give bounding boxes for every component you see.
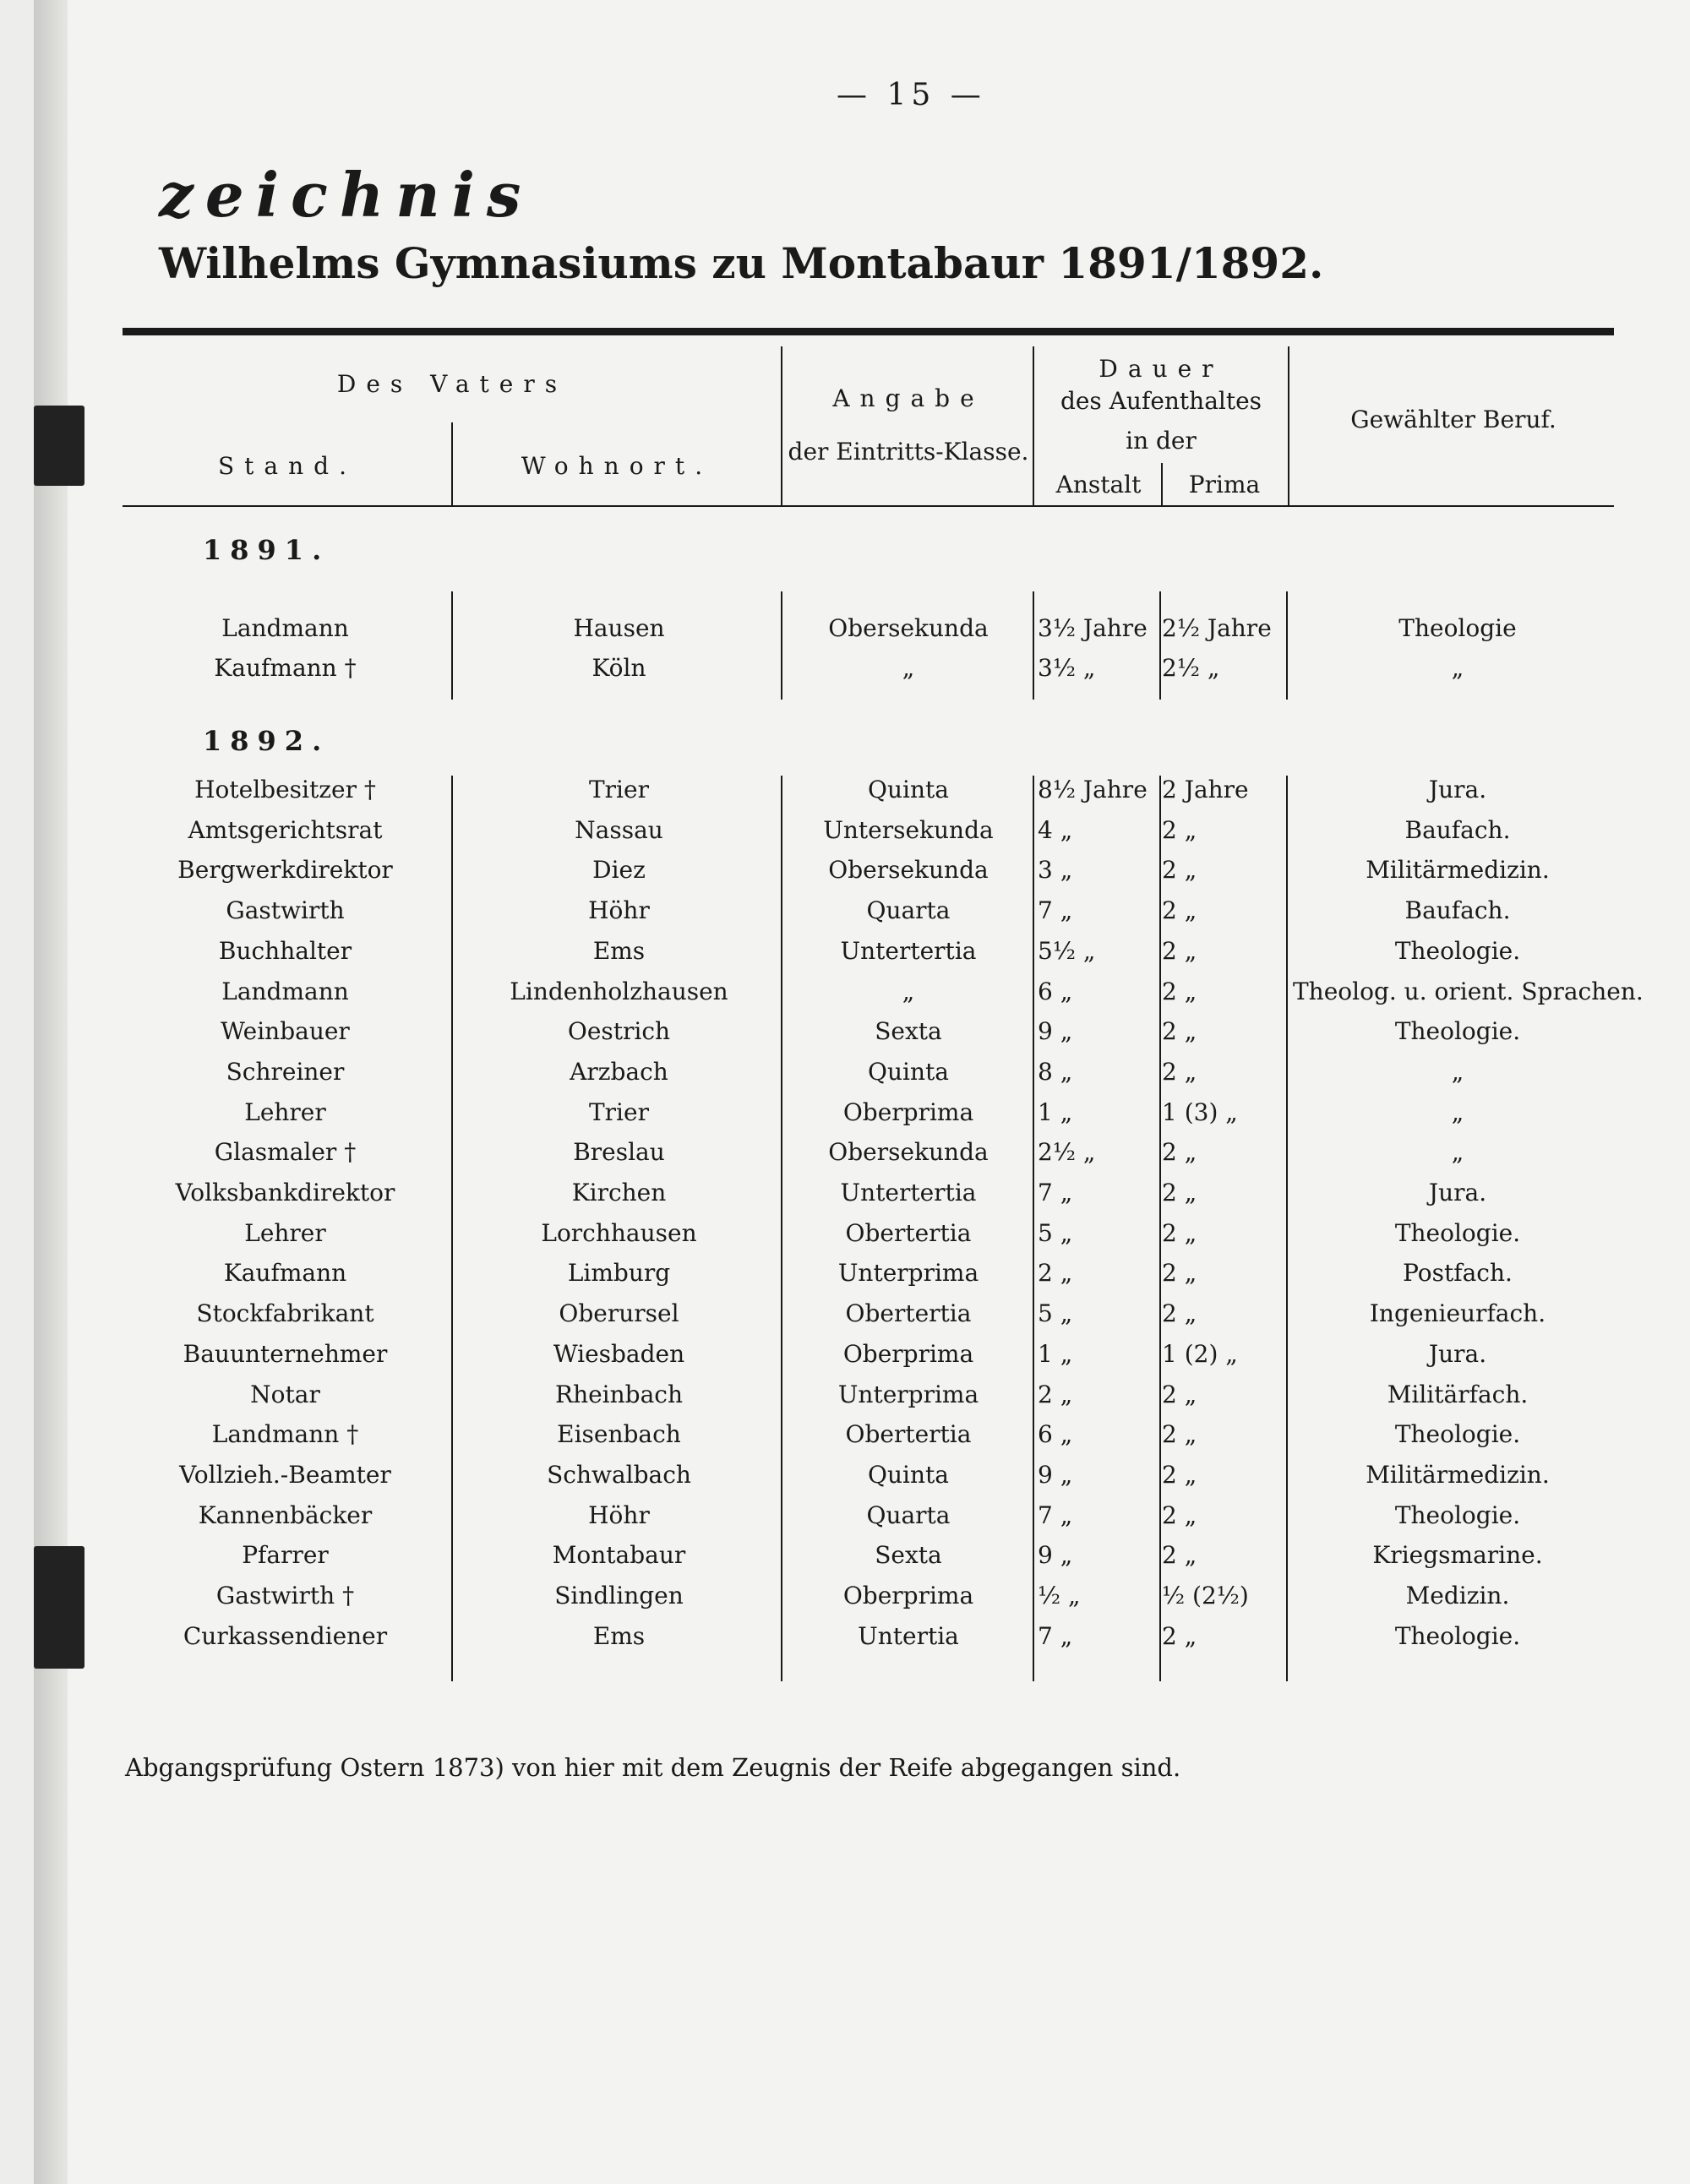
table-cell-klasse: Sexta [875,1541,942,1570]
page-number: — 15 — [837,78,986,112]
table-cell-beruf: „ [1451,1097,1464,1126]
table-cell-anstalt: 8½ Jahre [1038,776,1148,803]
table-cell-klasse: „ [902,654,915,682]
header-eintritt: der Eintritts-Klasse. [788,438,1029,466]
table-cell-beruf: Militärmedizin. [1366,1460,1550,1489]
table-cell-wohnort: Montabaur [552,1541,686,1570]
table-cell-wohnort: Ems [592,936,646,965]
table-cell-anstalt: 2 „ [1038,1380,1073,1408]
header-in-der: in der [1126,427,1197,455]
table-cell-klasse: „ [902,977,915,1005]
table-cell-anstalt: 1 „ [1038,1339,1073,1368]
table-cell-klasse: Oberprima [842,1339,974,1368]
table-cell-klasse: Untertia [858,1621,959,1650]
header-beruf: Gewählter Beruf. [1350,406,1556,433]
column-divider [1033,591,1034,700]
table-cell-klasse: Untertertia [840,1179,977,1206]
table-cell-stand: Gastwirth [226,896,345,925]
table-cell-anstalt: 1 „ [1038,1097,1073,1126]
table-cell-wohnort: Rheinbach [554,1380,683,1408]
table-cell-wohnort: Diez [592,856,646,885]
table-cell-anstalt: 7 „ [1038,1621,1073,1650]
table-cell-klasse: Unterprima [837,1380,979,1408]
table-cell-stand: Landmann † [211,1420,359,1449]
table-cell-prima: 2 „ [1162,896,1197,925]
table-cell-wohnort: Limburg [567,1259,671,1288]
table-cell-beruf: „ [1451,654,1464,682]
header-divider [451,422,453,505]
table-cell-prima: 1 (2) „ [1162,1339,1238,1368]
table-cell-beruf: Kriegsmarine. [1372,1541,1543,1570]
table-cell-beruf: Jura. [1428,1339,1487,1368]
table-cell-klasse: Quarta [866,1500,951,1529]
table-cell-klasse: Sexta [875,1017,942,1046]
header-angabe: Angabe [832,384,984,412]
table-cell-anstalt: 3½ Jahre [1038,614,1148,642]
footer-note: Abgangsprüfung Ostern 1873) von hier mit dem Zeugnis der Reife abgegangen sind. [125,1753,1181,1782]
table-cell-beruf: „ [1451,1138,1464,1167]
table-cell-beruf: Postfach. [1403,1259,1513,1288]
table-cell-prima: 2½ „ [1162,654,1220,682]
table-cell-prima: 2 „ [1162,1017,1197,1046]
table-cell-klasse: Obertertia [845,1420,972,1449]
binding-clip [34,406,84,486]
table-cell-prima: 2 „ [1162,1218,1197,1247]
table-cell-prima: 2 „ [1162,1460,1197,1489]
header-divider [1161,463,1163,505]
table-cell-anstalt: 5 „ [1038,1299,1073,1328]
table-cell-anstalt: 5 „ [1038,1218,1073,1247]
table-cell-klasse: Obersekunda [828,614,989,642]
table-cell-wohnort: Sindlingen [554,1582,684,1609]
table-cell-klasse: Obertertia [845,1218,972,1247]
column-divider [1033,776,1034,1681]
table-cell-stand: Kannenbäcker [198,1500,373,1529]
table-cell-prima: 2 „ [1162,1420,1197,1449]
header-wohnort: Wohnort. [521,452,713,480]
header-prima: Prima [1188,471,1261,498]
table-cell-prima: 2 „ [1162,1500,1197,1529]
table-cell-anstalt: 8 „ [1038,1057,1073,1086]
table-cell-beruf: Theologie. [1394,1621,1521,1650]
table-cell-klasse: Oberprima [842,1582,974,1609]
binding-clip [34,1546,84,1669]
table-cell-prima: 2 „ [1162,1299,1197,1328]
table-cell-beruf: Militärfach. [1387,1380,1529,1408]
table-cell-stand: Landmann [221,614,349,642]
table-cell-anstalt: 9 „ [1038,1541,1073,1570]
table-cell-stand: Kaufmann † [214,654,357,682]
table-cell-wohnort: Höhr [588,896,650,925]
table-cell-stand: Kaufmann [223,1259,347,1288]
header-bottom-rule [123,505,1614,507]
table-cell-prima: ½ (2½) [1162,1582,1249,1609]
column-divider [1159,776,1161,1681]
table-cell-klasse: Unterprima [837,1259,979,1288]
table-cell-anstalt: 4 „ [1038,815,1073,844]
table-cell-wohnort: Schwalbach [547,1460,691,1489]
table-cell-anstalt: 3 „ [1038,856,1073,885]
table-cell-wohnort: Eisenbach [557,1420,681,1449]
column-divider [451,591,453,700]
table-cell-wohnort: Wiesbaden [553,1339,685,1368]
table-cell-beruf: Theologie. [1394,936,1521,965]
header-top-rule [123,328,1614,335]
table-cell-anstalt: 3½ „ [1038,654,1096,682]
table-cell-stand: Pfarrer [242,1541,329,1570]
table-cell-stand: Stockfabrikant [196,1299,374,1328]
table-cell-prima: 2 „ [1162,1380,1197,1408]
table-cell-anstalt: 2½ „ [1038,1138,1096,1167]
header-vaters: Des Vaters [336,370,568,398]
table-cell-stand: Curkassendiener [183,1621,388,1650]
header-dauer: Dauer [1098,355,1224,383]
table-cell-anstalt: 7 „ [1038,1179,1073,1206]
table-cell-beruf: Jura. [1428,1179,1487,1206]
document-page [34,0,1690,2184]
table-cell-prima: 1 (3) „ [1162,1097,1238,1126]
table-cell-wohnort: Köln [592,654,646,682]
table-cell-beruf: Theologie. [1394,1500,1521,1529]
table-cell-klasse: Untertertia [840,936,977,965]
table-cell-prima: 2 „ [1162,1138,1197,1167]
header-divider [1288,346,1289,505]
table-cell-anstalt: 7 „ [1038,1500,1073,1529]
table-cell-beruf: Jura. [1428,776,1487,803]
table-cell-prima: 2 „ [1162,977,1197,1005]
table-cell-wohnort: Hausen [573,614,665,642]
table-cell-prima: 2 „ [1162,936,1197,965]
table-cell-beruf: Medizin. [1405,1582,1510,1609]
page-subtitle: Wilhelms Gymnasiums zu Montabaur 1891/1892. [159,238,1324,288]
table-cell-stand: Lehrer [244,1097,326,1126]
table-cell-klasse: Oberprima [842,1097,974,1126]
table-cell-klasse: Obertertia [845,1299,972,1328]
header-aufenthalt: des Aufenthaltes [1060,387,1262,415]
table-cell-stand: Landmann [221,977,349,1005]
table-cell-stand: Glasmaler † [214,1138,357,1167]
table-cell-stand: Buchhalter [218,936,352,965]
table-cell-stand: Hotelbesitzer † [194,776,376,803]
header-divider [1033,346,1034,505]
table-cell-anstalt: 2 „ [1038,1259,1073,1288]
table-cell-prima: 2 „ [1162,1179,1197,1206]
column-divider [1286,591,1288,700]
table-cell-stand: Lehrer [244,1218,326,1247]
table-cell-beruf: Theologie. [1394,1218,1521,1247]
table-cell-stand: Schreiner [226,1057,345,1086]
table-cell-anstalt: 6 „ [1038,1420,1073,1449]
column-divider [1286,776,1288,1681]
table-cell-prima: 2 „ [1162,1259,1197,1288]
header-anstalt: Anstalt [1055,471,1142,498]
table-cell-anstalt: 9 „ [1038,1017,1073,1046]
table-cell-stand: Notar [250,1380,320,1408]
table-cell-beruf: Theolog. u. orient. Sprachen. [1293,977,1644,1005]
table-cell-prima: 2 „ [1162,1541,1197,1570]
table-cell-stand: Vollzieh.-Beamter [179,1460,391,1489]
column-divider [1159,591,1161,700]
page-title: zeichnis [159,159,533,231]
table-cell-wohnort: Lindenholzhausen [510,977,728,1005]
table-cell-klasse: Untersekunda [823,815,994,844]
table-cell-wohnort: Oestrich [567,1017,671,1046]
header-stand: Stand. [218,452,357,480]
table-cell-stand: Amtsgerichtsrat [188,815,383,844]
column-divider [781,591,782,700]
table-cell-beruf: Ingenieurfach. [1369,1299,1546,1328]
table-cell-wohnort: Breslau [573,1138,665,1167]
table-cell-beruf: Theologie. [1394,1017,1521,1046]
table-cell-beruf: Baufach. [1404,815,1511,844]
table-cell-wohnort: Höhr [588,1500,650,1529]
table-cell-wohnort: Lorchhausen [541,1218,697,1247]
table-cell-wohnort: Arzbach [570,1057,668,1086]
table-cell-klasse: Obersekunda [828,1138,989,1167]
table-cell-prima: 2 „ [1162,815,1197,844]
table-cell-stand: Volksbankdirektor [175,1179,395,1206]
table-cell-klasse: Quinta [868,1057,949,1086]
table-cell-wohnort: Kirchen [571,1179,667,1206]
table-cell-anstalt: 9 „ [1038,1460,1073,1489]
table-cell-stand: Gastwirth † [215,1582,355,1609]
table-cell-klasse: Quinta [868,1460,949,1489]
table-cell-anstalt: 5½ „ [1038,936,1096,965]
table-cell-prima: 2½ Jahre [1162,614,1272,642]
table-cell-prima: 2 Jahre [1162,776,1249,803]
table-cell-klasse: Obersekunda [828,856,989,885]
table-cell-prima: 2 „ [1162,1621,1197,1650]
table-cell-anstalt: 7 „ [1038,896,1073,925]
header-divider [781,346,782,505]
year-heading-1892: 1892. [203,725,330,757]
page-binding-edge [34,0,68,2184]
table-cell-wohnort: Trier [589,1097,649,1126]
column-divider [451,776,453,1681]
table-cell-klasse: Quinta [868,776,949,803]
table-cell-beruf: Militärmedizin. [1366,856,1550,885]
table-cell-beruf: Baufach. [1404,896,1511,925]
year-heading-1891: 1891. [203,534,330,566]
table-cell-stand: Weinbauer [221,1017,350,1046]
table-cell-prima: 2 „ [1162,1057,1197,1086]
table-cell-klasse: Quarta [866,896,951,925]
table-cell-stand: Bergwerkdirektor [177,856,393,885]
table-cell-anstalt: 6 „ [1038,977,1073,1005]
table-cell-wohnort: Ems [592,1621,646,1650]
table-cell-wohnort: Nassau [575,815,663,844]
table-cell-wohnort: Trier [589,776,649,803]
table-cell-beruf: Theologie [1398,614,1517,642]
table-cell-anstalt: ½ „ [1038,1582,1081,1609]
table-cell-beruf: „ [1451,1057,1464,1086]
table-cell-stand: Bauunternehmer [183,1339,388,1368]
table-cell-wohnort: Oberursel [559,1299,679,1328]
table-cell-prima: 2 „ [1162,856,1197,885]
table-cell-beruf: Theologie. [1394,1420,1521,1449]
